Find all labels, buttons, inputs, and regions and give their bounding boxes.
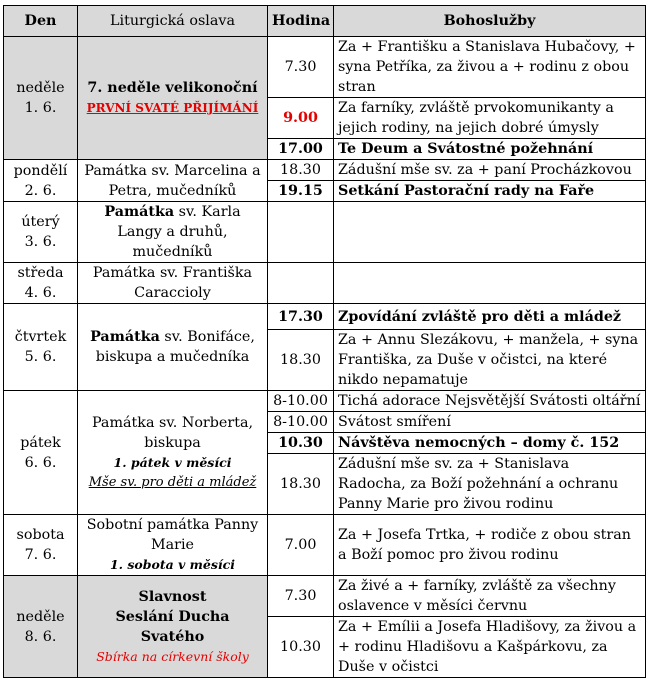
feast-cell: 7. neděle velikonoční PRVNÍ SVATÉ PŘIJÍMÁNÍ (78, 37, 268, 160)
day-cell: sobota 7. 6. (4, 515, 78, 576)
time-cell: 18.30 (268, 160, 334, 181)
mass-cell: Svátost smíření (334, 412, 646, 433)
time-cell: 10.30 (268, 617, 334, 678)
table-row (4, 202, 646, 263)
table-row (4, 515, 646, 576)
day-cell: úterý 3. 6. (4, 202, 78, 263)
col-hodina: Hodina (268, 6, 334, 37)
feast-cell: Památka sv. Bonifáce, biskupa a mučedníka (78, 304, 268, 391)
day-cell: pátek 6. 6. (4, 391, 78, 515)
feast-cell: Památka sv. Karla Langy a druhů, mučedníků (78, 202, 268, 263)
table-row (4, 263, 646, 304)
mass-cell: Za + Františku a Stanislava Hubačovy, + syna Petříka, za živou a + rodinu z obou stran (334, 37, 646, 98)
feast-cell: Památka sv. Marcelina a Petra, mučedníků (78, 160, 268, 202)
time-cell: 9.00 (268, 98, 334, 139)
mass-cell: Za živé a + farníky, zvláště za všechny oslavence v měsíci červnu (334, 576, 646, 617)
day-cell: čtvrtek 5. 6. (4, 304, 78, 391)
col-bohosluzby: Bohoslužby (334, 6, 646, 37)
time-cell: 17.30 (268, 304, 334, 330)
mass-cell: Tichá adorace Nejsvětější Svátosti oltářní (334, 391, 646, 412)
day-cell: pondělí 2. 6. (4, 160, 78, 202)
mass-cell: Za farníky, zvláště prvokomunikanty a jejich rodiny, na jejich dobré úmysly (334, 98, 646, 139)
table-row (4, 160, 646, 181)
time-cell: 19.15 (268, 181, 334, 202)
mass-cell: Te Deum a Svátostné požehnání (334, 139, 646, 160)
table-row (4, 576, 646, 617)
time-cell: 8-10.00 (268, 391, 334, 412)
col-oslava: Liturgická oslava (78, 6, 268, 37)
day-cell: neděle 8. 6. (4, 576, 78, 678)
feast-cell: Slavnost Seslání Ducha Svatého Sbírka na církevní školy (78, 576, 268, 678)
feast-cell: Památka sv. Františka Caraccioly (78, 263, 268, 304)
table-row (4, 37, 646, 98)
day-cell: středa 4. 6. (4, 263, 78, 304)
mass-cell: Setkání Pastorační rady na Faře (334, 181, 646, 202)
time-cell: 7.00 (268, 515, 334, 576)
time-cell: 18.30 (268, 330, 334, 391)
time-cell: 8-10.00 (268, 412, 334, 433)
mass-cell: Návštěva nemocných – domy č. 152 (334, 433, 646, 454)
mass-cell: Za + Emílii a Josefa Hladišovy, za živou a + rodinu Hladišovu a Kašpárkovu, za Duše v očistci (334, 617, 646, 678)
feast-cell: Sobotní památka Panny Marie 1. sobota v měsíci (78, 515, 268, 576)
mass-cell: Za + Annu Slezákovu, + manžela, + syna Františka, za Duše v očistci, na které nikdo nepamatuje (334, 330, 646, 391)
mass-cell: Za + Josefa Trtka, + rodiče z obou stran a Boží pomoc pro živou rodinu (334, 515, 646, 576)
table-row (4, 304, 646, 330)
time-cell: 17.00 (268, 139, 334, 160)
table-row (4, 391, 646, 412)
time-cell: 7.30 (268, 37, 334, 98)
liturgy-schedule-table (3, 5, 646, 678)
mass-cell: Zádušní mše sv. za + Stanislava Radocha, za Boží požehnání a ochranu Panny Marie pro živou rodinu (334, 454, 646, 515)
col-den: Den (4, 6, 78, 37)
time-cell: 7.30 (268, 576, 334, 617)
time-cell: 10.30 (268, 433, 334, 454)
time-cell: 18.30 (268, 454, 334, 515)
mass-cell: Zpovídání zvláště pro děti a mládež (334, 304, 646, 330)
day-cell: neděle 1. 6. (4, 37, 78, 160)
mass-cell: Zádušní mše sv. za + paní Procházkovou (334, 160, 646, 181)
feast-cell: Památka sv. Norberta, biskupa 1. pátek v měsíci Mše sv. pro děti a mládež (78, 391, 268, 515)
header-row (4, 6, 646, 37)
